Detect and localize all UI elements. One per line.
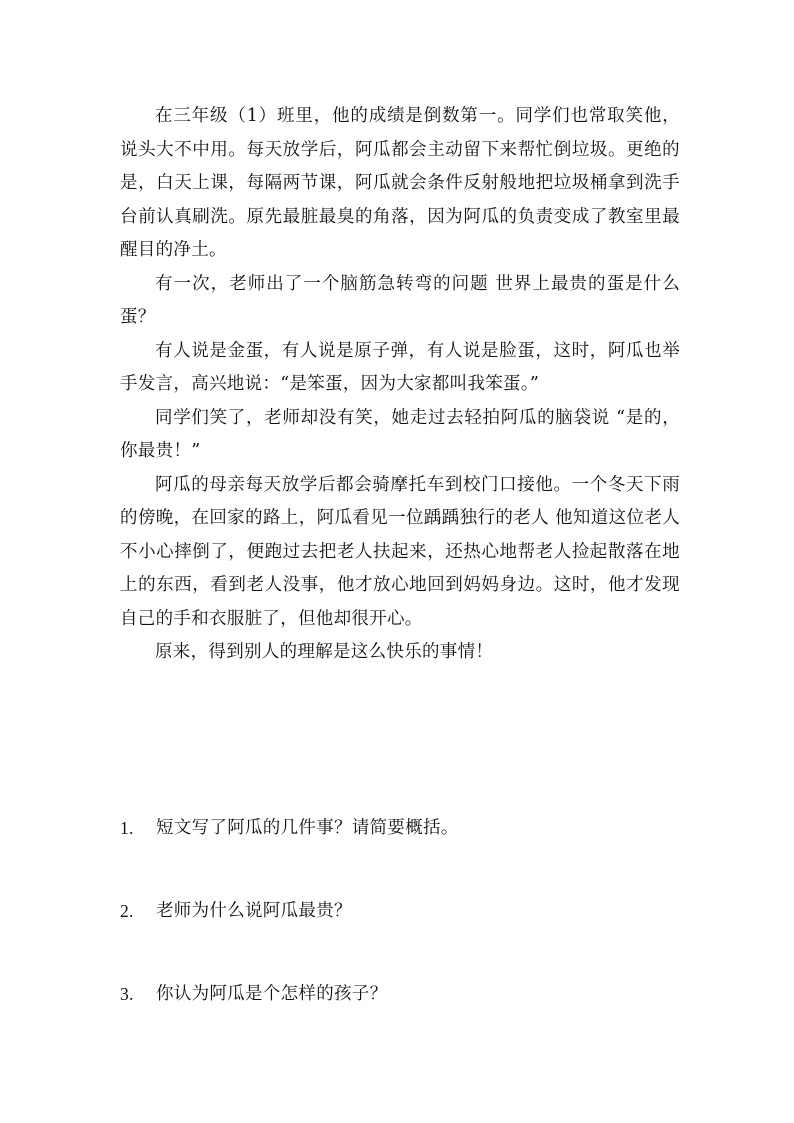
story-paragraph-3: 有人说是金蛋，有人说是原子弹，有人说是脸蛋，这时，阿瓜也举手发言，高兴地说：“是笨蛋，因为大家都叫我笨蛋。” bbox=[120, 340, 680, 394]
question-list bbox=[120, 812, 680, 1011]
question-item bbox=[120, 812, 680, 845]
question-item bbox=[120, 978, 680, 1011]
question-text: 你认为阿瓜是个怎样的孩子？ bbox=[156, 984, 388, 1004]
question-item bbox=[120, 895, 680, 928]
story-paragraph-4: 同学们笑了，老师却没有笑，她走过去轻拍阿瓜的脑袋说 “是的，你最贵！” bbox=[120, 407, 680, 461]
question-number: 1. bbox=[120, 818, 134, 838]
story-paragraph-5: 阿瓜的母亲每天放学后都会骑摩托车到校门口接他。一个冬天下雨的傍晚，在回家的路上，阿瓜看见一位踽踽独行的老人 他知道这位老人不小心摔倒了，便跑过去把老人扶起来，还热心地帮老人捡起散落在地上的东西，看到老人没事，他才放心地回到妈妈身边。这时，他才发现自己的手和衣服脏了，但他却很开心。 bbox=[120, 474, 680, 629]
question-number: 3. bbox=[120, 984, 134, 1004]
story-paragraph-1: 在三年级（1）班里，他的成绩是倒数第一。同学们也常取笑他，说头大不中用。每天放学后，阿瓜都会主动留下来帮忙倒垃圾。更绝的是，白天上课，每隔两节课，阿瓜就会条件反射般地把垃圾桶拿到洗手台前认真刷洗。原先最脏最臭的角落，因为阿瓜的负责变成了教室里最醒目的净土。 bbox=[120, 106, 680, 260]
story-paragraph-2: 有一次，老师出了一个脑筋急转弯的问题 世界上最贵的蛋是什么蛋？ bbox=[120, 273, 680, 327]
question-number: 2. bbox=[120, 901, 134, 921]
story-paragraph-6: 原来，得到别人的理解是这么快乐的事情！ bbox=[155, 642, 494, 662]
question-text: 老师为什么说阿瓜最贵？ bbox=[156, 901, 352, 921]
story-text bbox=[120, 100, 680, 670]
question-text: 短文写了阿瓜的几件事？请简要概括。 bbox=[156, 818, 459, 838]
